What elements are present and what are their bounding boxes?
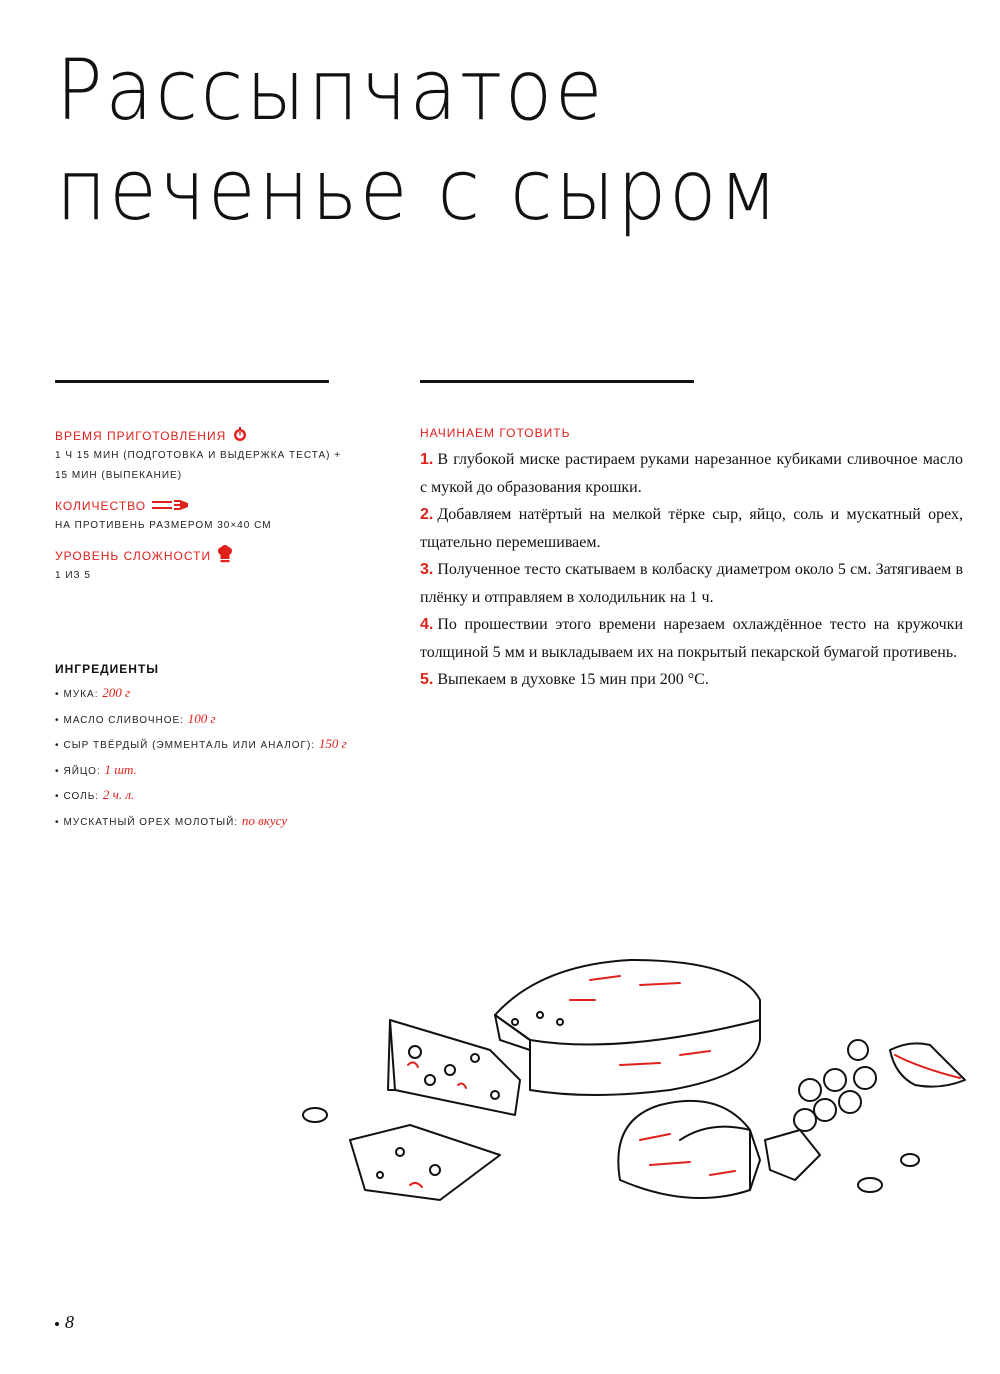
step-item: 2. Добавляем натёртый на мелкой тёрке сыр, яйцо, соль и мускатный орех, тщательно перемешиваем. bbox=[420, 506, 963, 551]
step-item: 5. Выпекаем в духовке 15 мин при 200 °С. bbox=[420, 671, 709, 688]
quantity-value: НА ПРОТИВЕНЬ РАЗМЕРОМ 30×40 СМ bbox=[55, 520, 272, 531]
folio-dot bbox=[55, 1322, 59, 1326]
ingredient-item: • ЯЙЦО: 1 шт. bbox=[55, 761, 137, 777]
left-divider bbox=[55, 380, 329, 383]
ingredient-item: • МАСЛО СЛИВОЧНОЕ: 100 г bbox=[55, 710, 216, 726]
prep-time-label: ВРЕМЯ ПРИГОТОВЛЕНИЯ bbox=[55, 429, 227, 443]
quantity-block bbox=[55, 496, 375, 536]
page-number: 8 bbox=[55, 1312, 74, 1333]
cooking-steps bbox=[420, 426, 963, 694]
cutlery-icon bbox=[152, 497, 190, 516]
chef-hat-icon bbox=[217, 545, 233, 567]
ingredient-item: • СОЛЬ: 2 ч. л. bbox=[55, 787, 135, 802]
difficulty-label: УРОВЕНЬ СЛОЖНОСТИ bbox=[55, 549, 212, 563]
prep-time-value-2: 15 МИН (ВЫПЕКАНИЕ) bbox=[55, 470, 183, 481]
title-line-2: печенье с сыром bbox=[56, 141, 781, 239]
step-item: 1. В глубокой миске растираем руками нарезанное кубиками сливочное масло с мукой до образования крошки. bbox=[420, 451, 963, 496]
steps-heading: НАЧИНАЕМ ГОТОВИТЬ bbox=[420, 426, 571, 440]
ingredients bbox=[55, 662, 385, 833]
difficulty-value: 1 ИЗ 5 bbox=[55, 570, 91, 581]
ingredients-list bbox=[55, 680, 385, 833]
recipe-meta bbox=[55, 426, 375, 596]
difficulty-block bbox=[55, 546, 375, 586]
right-divider bbox=[420, 380, 694, 383]
ingredient-item: • МУСКАТНЫЙ ОРЕХ МОЛОТЫЙ: по вкусу bbox=[55, 812, 288, 828]
prep-time-value-1: 1 Ч 15 МИН (ПОДГОТОВКА И ВЫДЕРЖКА ТЕСТА) + bbox=[55, 450, 342, 461]
prep-time-block bbox=[55, 426, 375, 486]
ingredients-heading: ИНГРЕДИЕНТЫ bbox=[55, 662, 160, 676]
ingredient-item: • МУКА: 200 г bbox=[55, 685, 131, 700]
quantity-label: КОЛИЧЕСТВО bbox=[55, 499, 147, 513]
steps-list bbox=[420, 446, 963, 694]
title-line-1: Рассыпчатое bbox=[56, 41, 606, 139]
step-item: 4. По прошествии этого времени нарезаем охлаждённое тесто на кружочки толщиной 5 мм и выкладываем их на покрытый пекарской бумагой противень. bbox=[420, 616, 963, 661]
cheese-illustration bbox=[290, 890, 990, 1250]
timer-icon bbox=[232, 426, 248, 446]
step-item: 3. Полученное тесто скатываем в колбаску диаметром около 5 см. Затягиваем в плёнку и отправляем в холодильник на 1 ч. bbox=[420, 561, 963, 606]
ingredient-item: • СЫР ТВЁРДЫЙ (ЭММЕНТАЛЬ ИЛИ АНАЛОГ): 150 г bbox=[55, 736, 347, 751]
recipe-title bbox=[56, 40, 780, 240]
